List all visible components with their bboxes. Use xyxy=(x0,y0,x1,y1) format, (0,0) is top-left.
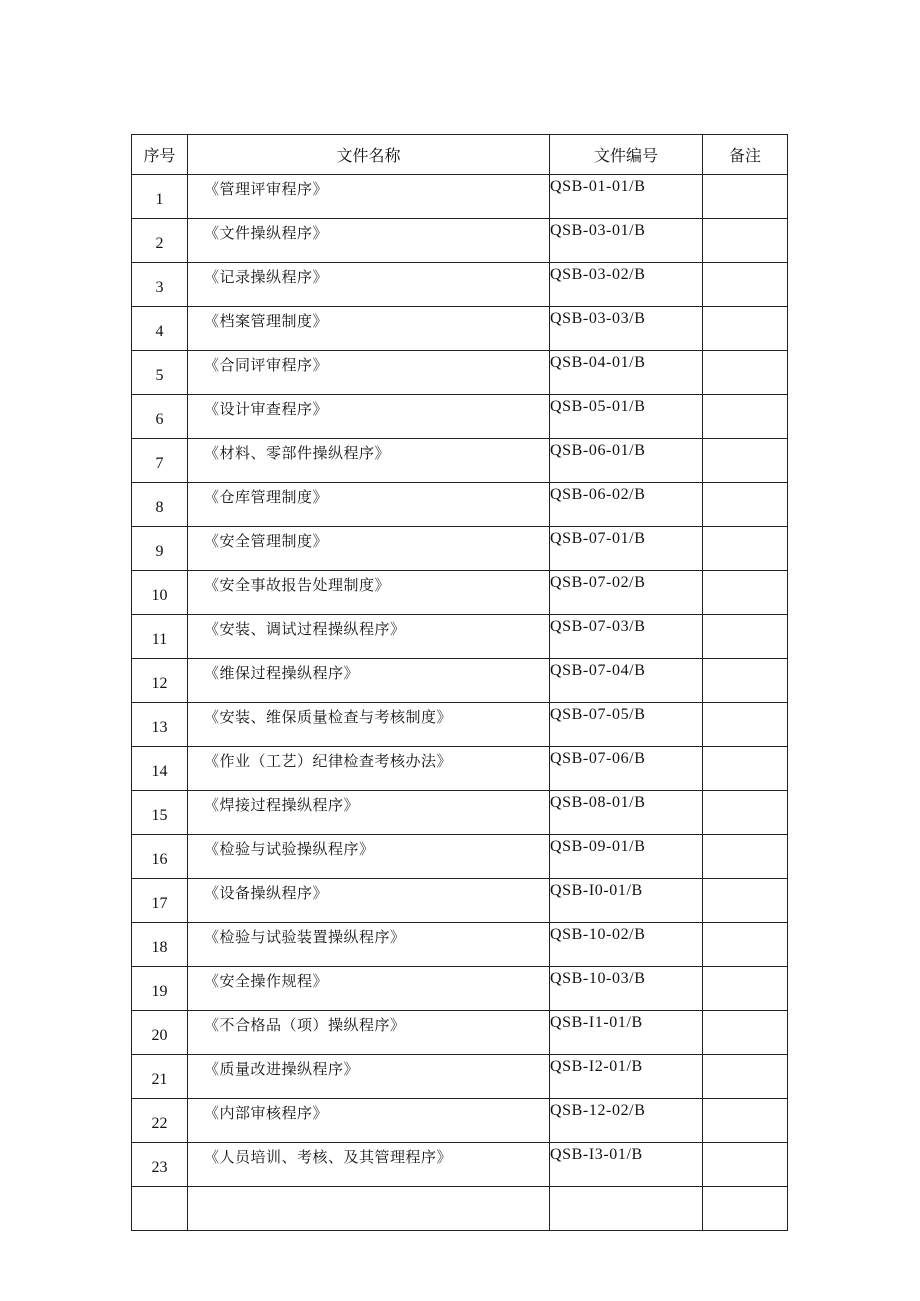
serial-number-cell: 22 xyxy=(132,1099,188,1143)
document-list-table xyxy=(131,134,788,1231)
document-code-cell xyxy=(550,1187,703,1231)
table-row xyxy=(132,395,788,439)
document-name-cell: 《设备操纵程序》 xyxy=(188,879,550,923)
table-row xyxy=(132,703,788,747)
document-name-cell: 《文件操纵程序》 xyxy=(188,219,550,263)
serial-number-cell: 21 xyxy=(132,1055,188,1099)
remarks-cell xyxy=(703,439,788,483)
document-name-cell: 《人员培训、考核、及其管理程序》 xyxy=(188,1143,550,1187)
serial-number-cell: 17 xyxy=(132,879,188,923)
document-code-cell: QSB-06-01/B xyxy=(550,439,703,483)
remarks-cell xyxy=(703,1011,788,1055)
document-name-cell: 《安装、调试过程操纵程序》 xyxy=(188,615,550,659)
document-code-cell: QSB-I2-01/B xyxy=(550,1055,703,1099)
serial-number-cell: 7 xyxy=(132,439,188,483)
table-row xyxy=(132,967,788,1011)
serial-number-cell: 18 xyxy=(132,923,188,967)
table-row xyxy=(132,1143,788,1187)
remarks-cell xyxy=(703,483,788,527)
document-name-cell: 《安全事故报告处理制度》 xyxy=(188,571,550,615)
document-code-cell: QSB-03-01/B xyxy=(550,219,703,263)
table-row xyxy=(132,615,788,659)
table-row xyxy=(132,1187,788,1231)
serial-number-cell: 23 xyxy=(132,1143,188,1187)
document-name-cell: 《不合格品（项）操纵程序》 xyxy=(188,1011,550,1055)
document-code-cell: QSB-08-01/B xyxy=(550,791,703,835)
remarks-cell xyxy=(703,263,788,307)
document-name-cell: 《管理评审程序》 xyxy=(188,175,550,219)
serial-number-cell: 19 xyxy=(132,967,188,1011)
remarks-cell xyxy=(703,571,788,615)
header-remarks: 备注 xyxy=(703,135,788,175)
remarks-cell xyxy=(703,703,788,747)
document-code-cell: QSB-10-03/B xyxy=(550,967,703,1011)
document-name-cell: 《安全管理制度》 xyxy=(188,527,550,571)
remarks-cell xyxy=(703,395,788,439)
remarks-cell xyxy=(703,351,788,395)
document-name-cell: 《作业（工艺）纪律检查考核办法》 xyxy=(188,747,550,791)
document-name-cell: 《档案管理制度》 xyxy=(188,307,550,351)
document-code-cell: QSB-07-04/B xyxy=(550,659,703,703)
document-code-cell: QSB-01-01/B xyxy=(550,175,703,219)
table-row xyxy=(132,923,788,967)
table-row xyxy=(132,483,788,527)
remarks-cell xyxy=(703,527,788,571)
header-document-name: 文件名称 xyxy=(188,135,550,175)
table-row xyxy=(132,571,788,615)
serial-number-cell: 9 xyxy=(132,527,188,571)
remarks-cell xyxy=(703,1099,788,1143)
serial-number-cell: 10 xyxy=(132,571,188,615)
remarks-cell xyxy=(703,1143,788,1187)
document-name-cell: 《内部审核程序》 xyxy=(188,1099,550,1143)
document-name-cell: 《合同评审程序》 xyxy=(188,351,550,395)
remarks-cell xyxy=(703,967,788,1011)
serial-number-cell: 12 xyxy=(132,659,188,703)
document-code-cell: QSB-07-03/B xyxy=(550,615,703,659)
remarks-cell xyxy=(703,659,788,703)
serial-number-cell: 3 xyxy=(132,263,188,307)
document-name-cell: 《维保过程操纵程序》 xyxy=(188,659,550,703)
serial-number-cell xyxy=(132,1187,188,1231)
serial-number-cell: 8 xyxy=(132,483,188,527)
table-row xyxy=(132,1099,788,1143)
table-row xyxy=(132,747,788,791)
serial-number-cell: 20 xyxy=(132,1011,188,1055)
table-row xyxy=(132,351,788,395)
table-row xyxy=(132,1055,788,1099)
document-code-cell: QSB-07-02/B xyxy=(550,571,703,615)
document-code-cell: QSB-I3-01/B xyxy=(550,1143,703,1187)
table-row xyxy=(132,527,788,571)
remarks-cell xyxy=(703,879,788,923)
serial-number-cell: 13 xyxy=(132,703,188,747)
document-code-cell: QSB-09-01/B xyxy=(550,835,703,879)
document-name-cell: 《质量改进操纵程序》 xyxy=(188,1055,550,1099)
header-serial-number: 序号 xyxy=(132,135,188,175)
document-code-cell: QSB-05-01/B xyxy=(550,395,703,439)
serial-number-cell: 15 xyxy=(132,791,188,835)
table-row xyxy=(132,219,788,263)
remarks-cell xyxy=(703,175,788,219)
document-code-cell: QSB-07-06/B xyxy=(550,747,703,791)
table-row xyxy=(132,1011,788,1055)
header-document-code: 文件编号 xyxy=(550,135,703,175)
table-row xyxy=(132,659,788,703)
table-row xyxy=(132,307,788,351)
document-code-cell: QSB-I0-01/B xyxy=(550,879,703,923)
remarks-cell xyxy=(703,791,788,835)
table-row xyxy=(132,439,788,483)
table-header-row xyxy=(132,135,788,175)
document-code-cell: QSB-12-02/B xyxy=(550,1099,703,1143)
remarks-cell xyxy=(703,307,788,351)
document-code-cell: QSB-I1-01/B xyxy=(550,1011,703,1055)
document-code-cell: QSB-07-01/B xyxy=(550,527,703,571)
table-row xyxy=(132,879,788,923)
serial-number-cell: 1 xyxy=(132,175,188,219)
table-row xyxy=(132,835,788,879)
serial-number-cell: 6 xyxy=(132,395,188,439)
table-row xyxy=(132,175,788,219)
remarks-cell xyxy=(703,747,788,791)
document-code-cell: QSB-07-05/B xyxy=(550,703,703,747)
document-name-cell: 《记录操纵程序》 xyxy=(188,263,550,307)
serial-number-cell: 2 xyxy=(132,219,188,263)
table-row xyxy=(132,263,788,307)
document-name-cell: 《安全操作规程》 xyxy=(188,967,550,1011)
remarks-cell xyxy=(703,615,788,659)
serial-number-cell: 11 xyxy=(132,615,188,659)
serial-number-cell: 14 xyxy=(132,747,188,791)
document-code-cell: QSB-03-02/B xyxy=(550,263,703,307)
serial-number-cell: 5 xyxy=(132,351,188,395)
document-name-cell xyxy=(188,1187,550,1231)
document-name-cell: 《焊接过程操纵程序》 xyxy=(188,791,550,835)
remarks-cell xyxy=(703,1055,788,1099)
document-name-cell: 《检验与试验装置操纵程序》 xyxy=(188,923,550,967)
document-name-cell: 《材料、零部件操纵程序》 xyxy=(188,439,550,483)
serial-number-cell: 16 xyxy=(132,835,188,879)
document-code-cell: QSB-10-02/B xyxy=(550,923,703,967)
document-code-cell: QSB-04-01/B xyxy=(550,351,703,395)
document-code-cell: QSB-06-02/B xyxy=(550,483,703,527)
remarks-cell xyxy=(703,923,788,967)
document-name-cell: 《设计审查程序》 xyxy=(188,395,550,439)
remarks-cell xyxy=(703,219,788,263)
document-name-cell: 《仓库管理制度》 xyxy=(188,483,550,527)
remarks-cell xyxy=(703,835,788,879)
remarks-cell xyxy=(703,1187,788,1231)
table-row xyxy=(132,791,788,835)
serial-number-cell: 4 xyxy=(132,307,188,351)
document-code-cell: QSB-03-03/B xyxy=(550,307,703,351)
document-name-cell: 《检验与试验操纵程序》 xyxy=(188,835,550,879)
document-name-cell: 《安装、维保质量检查与考核制度》 xyxy=(188,703,550,747)
